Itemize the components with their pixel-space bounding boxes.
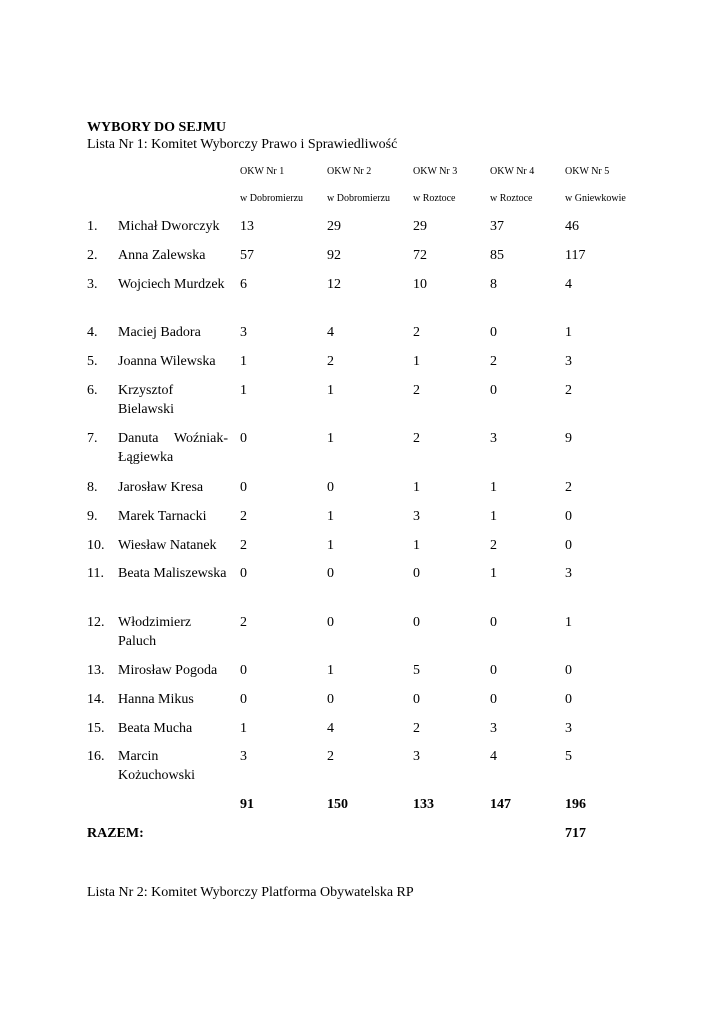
vote-count-okw-4: 85	[490, 248, 504, 263]
column-header-okw-1: OKW Nr 1	[240, 166, 285, 177]
vote-count-okw-5: 3	[565, 354, 572, 369]
row-number: 2.	[87, 248, 98, 263]
vote-count-okw-2: 12	[327, 277, 341, 292]
vote-count-okw-3: 1	[413, 538, 420, 553]
vote-count-okw-5: 0	[565, 692, 572, 707]
vote-count-okw-5: 5	[565, 749, 572, 764]
candidate-name: Anna Zalewska	[118, 248, 206, 263]
candidate-name: Krzysztof Bielawski	[118, 383, 174, 417]
column-subheader-okw-2: w Dobromierzu	[327, 193, 391, 204]
vote-count-okw-2: 29	[327, 219, 341, 234]
row-number: 5.	[87, 354, 98, 369]
vote-count-okw-2: 2	[327, 354, 334, 369]
vote-count-okw-2: 1	[327, 431, 334, 446]
vote-count-okw-3: 1	[413, 480, 420, 495]
column-subheader-okw-3: w Roztoce	[413, 193, 456, 204]
candidate-name: Maciej Badora	[118, 325, 201, 340]
total-okw-1: 91	[240, 797, 254, 812]
vote-count-okw-5: 0	[565, 509, 572, 524]
vote-count-okw-5: 3	[565, 566, 572, 581]
row-number: 14.	[87, 692, 105, 707]
vote-count-okw-3: 1	[413, 354, 420, 369]
candidate-name: Michał Dworczyk	[118, 219, 220, 234]
row-number: 4.	[87, 325, 98, 340]
vote-count-okw-1: 13	[240, 219, 254, 234]
column-subheader-okw-4: w Roztoce	[490, 193, 533, 204]
vote-count-okw-2: 1	[327, 509, 334, 524]
document-title: WYBORY DO SEJMU	[87, 120, 226, 135]
total-okw-2: 150	[327, 797, 348, 812]
vote-count-okw-1: 1	[240, 354, 247, 369]
vote-count-okw-1: 1	[240, 383, 247, 398]
vote-count-okw-3: 2	[413, 325, 420, 340]
vote-count-okw-2: 0	[327, 692, 334, 707]
vote-count-okw-1: 0	[240, 431, 247, 446]
vote-count-okw-2: 0	[327, 615, 334, 630]
total-okw-3: 133	[413, 797, 434, 812]
row-number: 12.	[87, 615, 105, 630]
vote-count-okw-3: 0	[413, 692, 420, 707]
candidate-name: Marek Tarnacki	[118, 509, 207, 524]
vote-count-okw-5: 9	[565, 431, 572, 446]
column-header-okw-4: OKW Nr 4	[490, 166, 535, 177]
column-header-okw-5: OKW Nr 5	[565, 166, 610, 177]
candidate-name: Beata Maliszewska	[118, 566, 227, 581]
vote-count-okw-3: 3	[413, 509, 420, 524]
vote-count-okw-1: 0	[240, 663, 247, 678]
vote-count-okw-2: 1	[327, 663, 334, 678]
vote-count-okw-4: 1	[490, 480, 497, 495]
vote-count-okw-3: 0	[413, 615, 420, 630]
row-number: 11.	[87, 566, 104, 581]
row-number: 9.	[87, 509, 98, 524]
candidate-name: Wiesław Natanek	[118, 538, 217, 553]
vote-count-okw-1: 6	[240, 277, 247, 292]
vote-count-okw-5: 2	[565, 383, 572, 398]
row-number: 3.	[87, 277, 98, 292]
list-1-title: Lista Nr 1: Komitet Wyborczy Prawo i Sprawiedliwość	[87, 137, 398, 152]
vote-count-okw-3: 3	[413, 749, 420, 764]
total-okw-4: 147	[490, 797, 511, 812]
vote-count-okw-1: 0	[240, 566, 247, 581]
razem-value: 717	[565, 826, 586, 841]
vote-count-okw-4: 1	[490, 566, 497, 581]
vote-count-okw-3: 29	[413, 219, 427, 234]
vote-count-okw-3: 2	[413, 431, 420, 446]
column-header-okw-2: OKW Nr 2	[327, 166, 372, 177]
vote-count-okw-5: 1	[565, 325, 572, 340]
vote-count-okw-1: 3	[240, 325, 247, 340]
vote-count-okw-4: 1	[490, 509, 497, 524]
vote-count-okw-5: 0	[565, 538, 572, 553]
candidate-name: Wojciech Murdzek	[118, 277, 225, 292]
candidate-name: Joanna Wilewska	[118, 354, 216, 369]
vote-count-okw-5: 2	[565, 480, 572, 495]
vote-count-okw-4: 0	[490, 325, 497, 340]
row-number: 10.	[87, 538, 105, 553]
column-header-okw-3: OKW Nr 3	[413, 166, 458, 177]
vote-count-okw-4: 4	[490, 749, 497, 764]
vote-count-okw-5: 4	[565, 277, 572, 292]
vote-count-okw-3: 0	[413, 566, 420, 581]
row-number: 8.	[87, 480, 98, 495]
vote-count-okw-5: 46	[565, 219, 579, 234]
vote-count-okw-4: 3	[490, 431, 497, 446]
vote-count-okw-3: 5	[413, 663, 420, 678]
vote-count-okw-1: 0	[240, 480, 247, 495]
vote-count-okw-5: 1	[565, 615, 572, 630]
vote-count-okw-3: 2	[413, 721, 420, 736]
list-2-title: Lista Nr 2: Komitet Wyborczy Platforma Obywatelska RP	[87, 885, 414, 900]
vote-count-okw-4: 8	[490, 277, 497, 292]
vote-count-okw-3: 10	[413, 277, 427, 292]
column-subheader-okw-1: w Dobromierzu	[240, 193, 304, 204]
vote-count-okw-5: 0	[565, 663, 572, 678]
candidate-name: Marcin Kożuchowski	[118, 749, 195, 783]
candidate-name: Jarosław Kresa	[118, 480, 204, 495]
column-subheader-okw-5: w Gniewkowie	[565, 193, 626, 204]
vote-count-okw-4: 3	[490, 721, 497, 736]
vote-count-okw-2: 0	[327, 566, 334, 581]
row-number: 1.	[87, 219, 98, 234]
row-number: 13.	[87, 663, 105, 678]
vote-count-okw-2: 1	[327, 538, 334, 553]
vote-count-okw-5: 117	[565, 248, 586, 263]
vote-count-okw-2: 1	[327, 383, 334, 398]
row-number: 7.	[87, 431, 98, 446]
row-number: 6.	[87, 383, 98, 398]
vote-count-okw-4: 0	[490, 615, 497, 630]
vote-count-okw-1: 1	[240, 721, 247, 736]
vote-count-okw-4: 2	[490, 538, 497, 553]
vote-count-okw-1: 57	[240, 248, 254, 263]
vote-count-okw-3: 2	[413, 383, 420, 398]
vote-count-okw-2: 4	[327, 325, 334, 340]
vote-count-okw-4: 0	[490, 383, 497, 398]
vote-count-okw-4: 0	[490, 663, 497, 678]
vote-count-okw-2: 2	[327, 749, 334, 764]
vote-count-okw-2: 92	[327, 248, 341, 263]
vote-count-okw-2: 0	[327, 480, 334, 495]
row-number: 15.	[87, 721, 105, 736]
candidate-name: Mirosław Pogoda	[118, 663, 218, 678]
row-number: 16.	[87, 749, 105, 764]
vote-count-okw-4: 37	[490, 219, 504, 234]
razem-label: RAZEM:	[87, 826, 144, 841]
total-okw-5: 196	[565, 797, 586, 812]
vote-count-okw-4: 2	[490, 354, 497, 369]
vote-count-okw-1: 2	[240, 509, 247, 524]
vote-count-okw-1: 2	[240, 538, 247, 553]
vote-count-okw-4: 0	[490, 692, 497, 707]
vote-count-okw-2: 4	[327, 721, 334, 736]
candidate-name: Beata Mucha	[118, 721, 193, 736]
candidate-name: Danuta Woźniak-Łągiewka	[118, 431, 228, 465]
vote-count-okw-1: 3	[240, 749, 247, 764]
vote-count-okw-1: 0	[240, 692, 247, 707]
vote-count-okw-3: 72	[413, 248, 427, 263]
candidate-name: Włodzimierz Paluch	[118, 615, 192, 649]
candidate-name: Hanna Mikus	[118, 692, 194, 707]
vote-count-okw-1: 2	[240, 615, 247, 630]
vote-count-okw-5: 3	[565, 721, 572, 736]
